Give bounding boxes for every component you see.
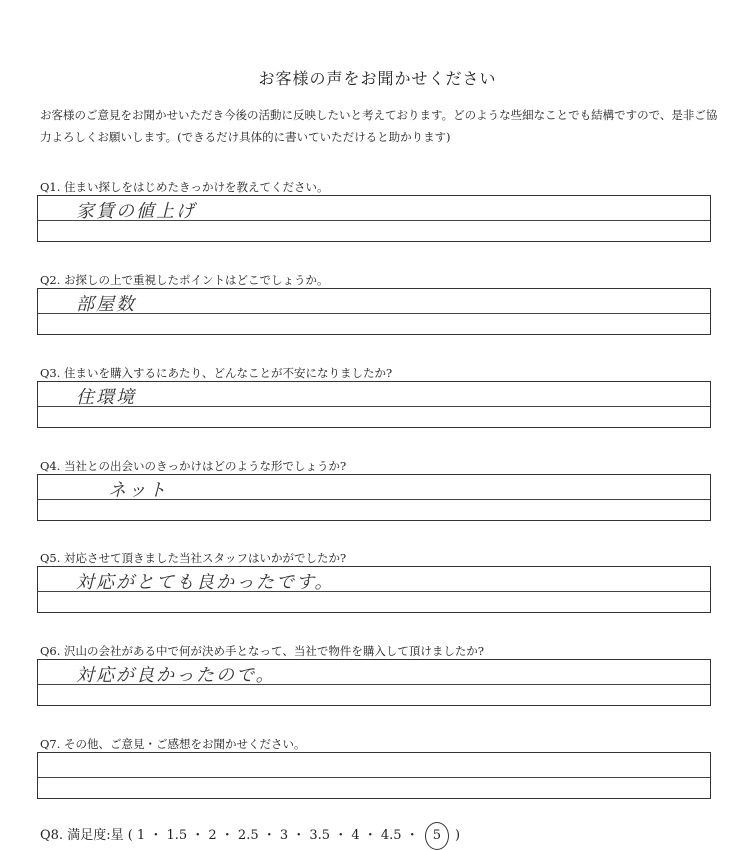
rating-selected-circle: 5 xyxy=(425,822,449,850)
question-1-label: Q1. 住まい探しをはじめたきっかけを教えてください。 xyxy=(40,180,329,194)
question-2-label: Q2. お探しの上で重視したポイントはどこでしょうか。 xyxy=(40,273,329,287)
answer-2-text: 部屋数 xyxy=(76,294,136,315)
answer-6-text: 対応が良かったので。 xyxy=(76,665,276,686)
answer-box-5 xyxy=(37,566,711,613)
question-4-label: Q4. 当社との出会いのきっかけはどのような形でしょうか? xyxy=(40,459,347,473)
answer-5-text: 対応がとても良かったです。 xyxy=(76,572,335,593)
answer-box-4 xyxy=(37,474,711,521)
survey-title: お客様の声をお聞かせください xyxy=(258,69,497,88)
question-7-label: Q7. その他、ご意見・ご感想をお聞かせください。 xyxy=(40,737,306,751)
answer-box-6 xyxy=(37,659,711,706)
answer-line xyxy=(38,313,710,314)
rating-label: Q8. 満足度:星 xyxy=(40,828,124,843)
answer-box-3 xyxy=(37,381,711,428)
intro-text: お客様のご意見をお聞かせいただき今後の活動に反映したいと考えております。どのような些細なことでも結構ですので、是非ご協力よろしくお願いします。(できるだけ具体的に書いていただけると助かります) xyxy=(40,108,718,144)
answer-4-text: ネット xyxy=(108,480,168,501)
rating-row xyxy=(40,822,460,850)
rating-scale-end: ) xyxy=(454,828,461,843)
question-6-label: Q6. 沢山の会社がある中で何が決め手となって、当社で物件を購入して頂けましたか? xyxy=(40,644,484,658)
question-3-label: Q3. 住まいを購入するにあたり、どんなことが不安になりましたか? xyxy=(40,366,393,380)
answer-box-2 xyxy=(37,288,711,335)
answer-box-7 xyxy=(37,752,711,799)
answer-1-text: 家賃の値上げ xyxy=(76,201,196,222)
answer-line xyxy=(38,777,710,778)
question-5-label: Q5. 対応させて頂きました当社スタッフはいかがでしたか? xyxy=(40,551,347,565)
rating-scale: ( 1 ・ 1.5 ・ 2 ・ 2.5 ・ 3 ・ 3.5 ・ 4 ・ 4.5 ・ xyxy=(127,828,419,843)
answer-line xyxy=(38,406,710,407)
answer-3-text: 住環境 xyxy=(76,387,136,408)
answer-box-1 xyxy=(37,195,711,242)
